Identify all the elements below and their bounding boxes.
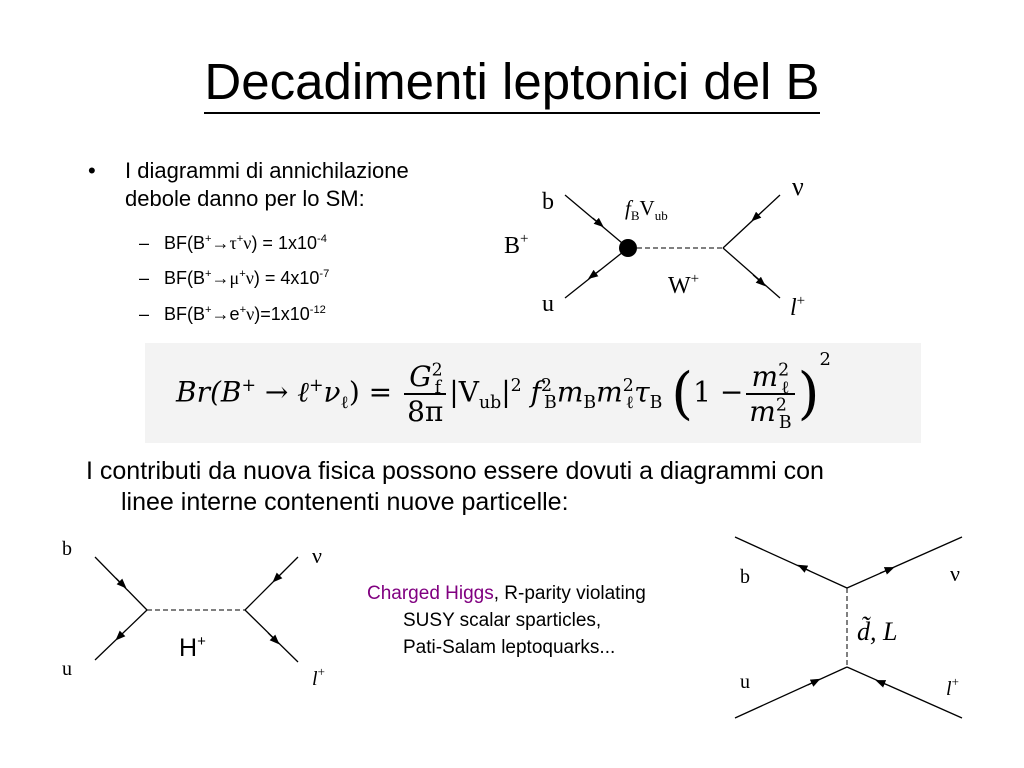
np-line-2: linee interne contenenti nuove particelle:: [121, 488, 569, 516]
sm-annihilation-diagram: [490, 165, 830, 335]
higgs-nu-label: ν: [312, 543, 322, 568]
lq-lepton-label: l+: [946, 674, 959, 700]
new-physics-text: [86, 456, 1016, 518]
gf-fraction: $\frac{G^2_f}{8\pi}$: [404, 360, 446, 428]
title-text: Decadimenti leptonici del B: [204, 53, 819, 114]
higgs-b-label: b: [62, 538, 72, 560]
mass-ratio-fraction: $\frac{m^2_\ell}{m^2_B}$: [746, 360, 794, 428]
w-label: W+: [668, 271, 700, 299]
u-label: u: [542, 291, 554, 317]
bullet-line-2: debole danno per lo SM:: [125, 186, 365, 211]
bullet-dot: •: [88, 158, 96, 183]
leptoquark-diagram: [730, 525, 1000, 725]
models-text: Charged Higgs, R-parity violating SUSY scalar sparticles, Pati-Salam leptoquarks...: [367, 583, 646, 658]
lq-exchange-label: d̃, L: [857, 617, 898, 646]
vertex-dot: [619, 239, 637, 257]
meson-label: B+: [504, 231, 529, 259]
higgs-diagram: [50, 535, 350, 695]
lepton-line: [723, 248, 780, 298]
branching-ratio-formula: $Br(B^+ \to \ell^+\nu_\ell)$ = $\frac{G^2_f}{8\pi}$ $|V_{ub}|^2$ $f^2_Bm_Bm^2_\ell\tau_B$ (1 − $\frac{m^2_\ell}{m^2_B}$ )$^2$: [176, 349, 831, 433]
sub-bullet-tau: – $BF(B^+\to\tau^+\nu) = 1x10^{-4}$: [139, 233, 327, 253]
nu-label: ν: [792, 172, 804, 201]
lq-nu-label: ν: [950, 561, 960, 586]
bullet-line-1: I diagrammi di annichilazione: [125, 158, 409, 183]
higgs-lepton-label: l+: [312, 664, 325, 690]
neutrino-line: [723, 195, 780, 248]
np-line-1: I contributi da nuova fisica possono essere dovuti a diagrammi con: [86, 457, 824, 485]
sub-bullet-e: – $BF(B^+\to e^+\nu)=1x10^{-12}$: [139, 304, 326, 324]
charged-higgs-text: Charged Higgs: [367, 583, 494, 604]
page-title: [0, 52, 1024, 111]
sub-bullet-mu: – $BF(B^+\to\mu^+\nu) = 4x10^{-7}$: [139, 268, 330, 288]
bullet-main-text: [125, 157, 409, 213]
higgs-h-label: H+: [179, 633, 206, 662]
coupling-label: $f_BV_{ub}$: [625, 196, 668, 223]
lq-u-label: u: [740, 671, 750, 693]
higgs-u-label: u: [62, 658, 72, 680]
b-label: b: [542, 189, 554, 215]
lq-b-label: b: [740, 566, 750, 588]
lepton-label: l+: [790, 293, 806, 321]
